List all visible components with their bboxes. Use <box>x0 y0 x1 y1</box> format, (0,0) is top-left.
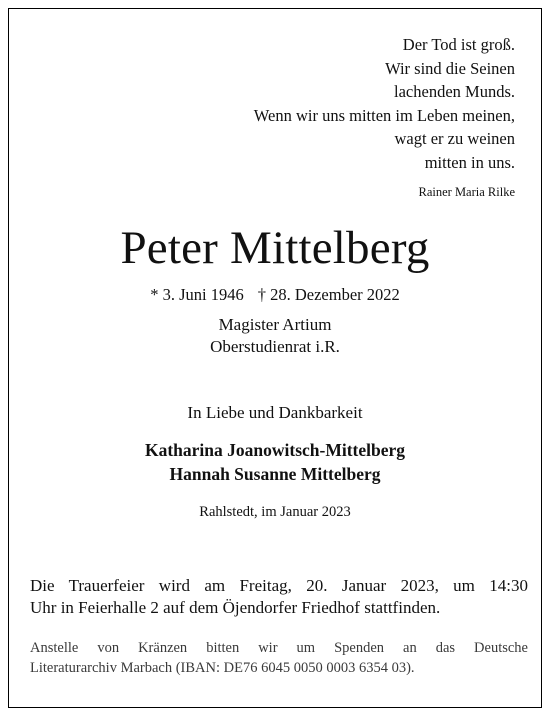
donation-info-line: Literaturarchiv Marbach (IBAN: DE76 6045 0050 0003 6354 03). <box>30 660 415 676</box>
place-date: Rahlstedt, im Januar 2023 <box>199 504 351 520</box>
profession: Oberstudienrat i.R. <box>210 337 340 356</box>
obituary-notice <box>8 8 542 708</box>
poem-line: wagt er zu weinen <box>394 129 515 148</box>
donation-info <box>30 638 528 678</box>
funeral-info-line: Uhr in Feierhalle 2 auf dem Öjendorfer Friedhof stattfinden. <box>30 598 441 617</box>
poem <box>254 33 515 174</box>
deceased-name: Peter Mittelberg <box>120 222 430 274</box>
mourners-intro: In Liebe und Dankbarkeit <box>187 403 363 422</box>
poem-line: lachenden Munds. <box>394 82 515 101</box>
funeral-info <box>30 575 528 619</box>
poem-line: Der Tod ist groß. <box>402 35 515 54</box>
poem-author: Rainer Maria Rilke <box>418 185 515 199</box>
funeral-info-line: Die Trauerfeier wird am Freitag, 20. Januar 2023, um 14:30 <box>30 576 528 595</box>
birth-date: * 3. Juni 1946 <box>150 285 244 304</box>
poem-line: Wir sind die Seinen <box>385 58 515 78</box>
mourner-name: Hannah Susanne Mittelberg <box>169 464 381 484</box>
poem-line: mitten in uns. <box>424 152 515 172</box>
poem-line: Wenn wir uns mitten im Leben meinen, <box>253 105 515 125</box>
donation-info-line: Anstelle von Kränzen bitten wir um Spenden an das Deutsche <box>30 640 528 656</box>
academic-title: Magister Artium <box>218 315 332 334</box>
mourner-name: Katharina Joanowitsch-Mittelberg <box>144 440 406 460</box>
life-dates <box>9 285 541 305</box>
death-date: † 28. Dezember 2022 <box>257 285 400 304</box>
